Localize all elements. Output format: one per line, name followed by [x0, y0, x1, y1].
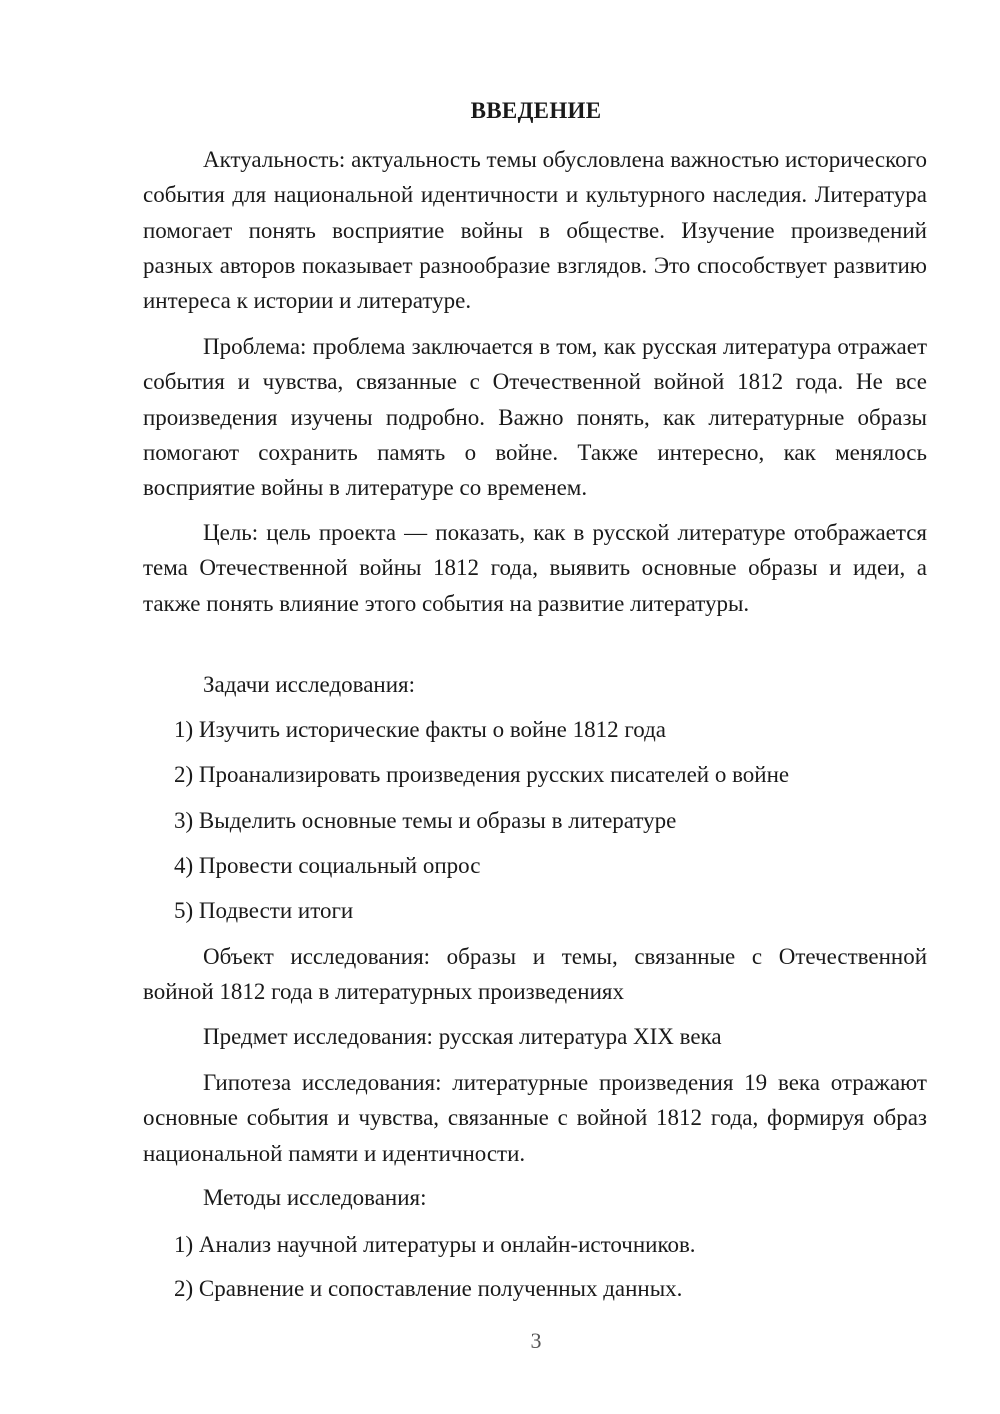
subject-line: Предмет исследования: русская литература XIX века [203, 1024, 722, 1049]
tasks-heading: Задачи исследования: [203, 672, 416, 697]
method-item: 1) Анализ научной литературы и онлайн-источников. [174, 1232, 696, 1257]
task-item: 5) Подвести итоги [174, 898, 354, 923]
relevance-paragraph: Актуальность: актуальность темы обусловлена важностью исторического события для национальной идентичности и культурного наследия. Литература помогает понять восприятие войны в обществе. Изучение произведений разных авторов показывает разнообразие взглядов. Это способствует развитию интереса к истории и литературе. [143, 147, 927, 314]
page-number: 3 [530, 1328, 542, 1353]
problem-paragraph: Проблема: проблема заключается в том, как русская литература отражает события и чувства, связанные с Отечественной войной 1812 года. Не все произведения изучены подробно. Важно понять, как литературные образы помогают сохранить память о войне. Также интересно, как менялось восприятие войны в литературе со временем. [143, 334, 927, 501]
task-item: 2) Проанализировать произведения русских писателей о войне [174, 762, 790, 787]
method-item: 2) Сравнение и сопоставление полученных данных. [174, 1276, 683, 1301]
task-item: 1) Изучить исторические факты о войне 1812 года [174, 717, 666, 742]
object-paragraph: Объект исследования: образы и темы, связанные с Отечественной войной 1812 года в литературных произведениях [143, 944, 927, 1005]
hypothesis-paragraph: Гипотеза исследования: литературные произведения 19 века отражают основные события и чувства, связанные с войной 1812 года, формируя образ национальной памяти и идентичности. [143, 1070, 927, 1166]
goal-paragraph: Цель: цель проекта — показать, как в русской литературе отображается тема Отечественной войны 1812 года, выявить основные образы и идеи, а также понять влияние этого события на развитие литературы. [143, 520, 927, 616]
section-title: ВВЕДЕНИЕ [470, 98, 602, 123]
methods-heading: Методы исследования: [203, 1185, 427, 1210]
task-item: 3) Выделить основные темы и образы в литературе [174, 808, 677, 833]
task-item: 4) Провести социальный опрос [174, 853, 481, 878]
